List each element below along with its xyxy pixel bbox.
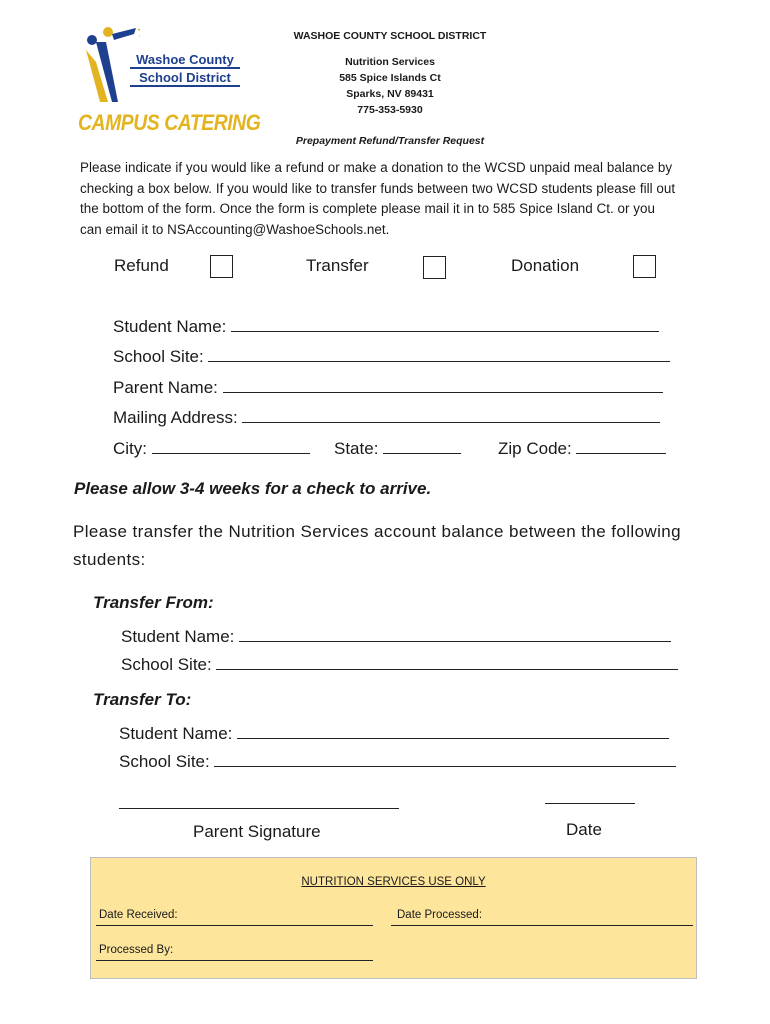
parent-signature-line[interactable]: [119, 808, 399, 809]
org-address: [240, 54, 540, 118]
parent-name-label: Parent Name:: [113, 378, 218, 397]
date-processed-line[interactable]: [391, 925, 693, 926]
intro-paragraph: Please indicate if you would like a refund or make a donation to the WCSD unpaid meal balance by checking a box below. If you would like to transfer funds between two WCSD students please fill out the bottom of the form. Once the form is complete please mail it in to 585 Spice Island Ct. or you can email it to NSAccounting@WashoeSchools.net.: [80, 160, 676, 237]
transfer-to-heading: Transfer To:: [93, 690, 192, 709]
dept-name: Nutrition Services: [345, 56, 435, 68]
check-notice: Please allow 3-4 weeks for a check to arrive.: [74, 479, 432, 498]
from-school-site-line[interactable]: [216, 652, 678, 670]
logo-text-line2: School District: [130, 70, 240, 87]
zip-label: Zip Code:: [498, 439, 572, 458]
zip-line[interactable]: [576, 436, 666, 454]
school-site-line[interactable]: [208, 344, 670, 362]
parent-signature-label: Parent Signature: [193, 822, 321, 841]
to-student-name-line[interactable]: [237, 721, 669, 739]
parent-name-field[interactable]: [113, 375, 663, 398]
donation-checkbox[interactable]: [633, 255, 656, 278]
phone-number: 775-353-5930: [357, 104, 423, 116]
to-school-site-label: School Site:: [119, 752, 210, 771]
logo-tagline: CAMPUS CATERING: [78, 110, 261, 135]
office-use-box: [90, 857, 697, 979]
mailing-address-field[interactable]: [113, 405, 660, 428]
transfer-checkbox[interactable]: [423, 256, 446, 279]
transfer-instructions: Please transfer the Nutrition Services account balance between the following students:: [73, 522, 681, 569]
student-name-label: Student Name:: [113, 317, 227, 336]
city-label: City:: [113, 439, 147, 458]
mailing-address-line[interactable]: [242, 405, 660, 423]
to-school-site-field[interactable]: [119, 749, 676, 772]
to-student-name-field[interactable]: [119, 721, 669, 744]
zip-field[interactable]: [498, 436, 666, 459]
school-site-label: School Site:: [113, 347, 204, 366]
street-address: 585 Spice Islands Ct: [339, 72, 441, 84]
to-student-name-label: Student Name:: [119, 724, 233, 743]
form-title: Prepayment Refund/Transfer Request: [295, 135, 485, 147]
date-label: Date: [566, 820, 602, 839]
mailing-address-label: Mailing Address:: [113, 408, 238, 427]
date-processed-label: Date Processed:: [397, 909, 483, 921]
donation-label: Donation: [511, 256, 580, 275]
transfer-from-heading: Transfer From:: [93, 593, 214, 612]
state-line[interactable]: [383, 436, 461, 454]
processed-by-line[interactable]: [96, 960, 373, 961]
state-field[interactable]: [334, 436, 461, 459]
school-site-field[interactable]: [113, 344, 670, 367]
office-use-title: NUTRITION SERVICES USE ONLY: [301, 876, 486, 888]
parent-name-line[interactable]: [223, 375, 663, 393]
student-name-field[interactable]: [113, 314, 659, 337]
refund-label: Refund: [114, 256, 169, 275]
processed-by-label: Processed By:: [99, 944, 174, 956]
from-school-site-field[interactable]: [121, 652, 678, 675]
date-line[interactable]: [545, 803, 635, 804]
from-student-name-line[interactable]: [239, 624, 671, 642]
from-student-name-label: Student Name:: [121, 627, 235, 646]
date-received-label: Date Received:: [99, 909, 178, 921]
org-title: WASHOE COUNTY SCHOOL DISTRICT: [293, 30, 487, 42]
city-line[interactable]: [152, 436, 310, 454]
city-field[interactable]: [113, 436, 310, 459]
from-school-site-label: School Site:: [121, 655, 212, 674]
transfer-label: Transfer: [306, 256, 369, 275]
wcsd-logo: [78, 22, 261, 142]
date-received-line[interactable]: [96, 925, 373, 926]
from-student-name-field[interactable]: [121, 624, 671, 647]
logo-text-line1: Washoe County: [130, 52, 240, 69]
refund-checkbox[interactable]: [210, 255, 233, 278]
student-name-line[interactable]: [231, 314, 659, 332]
state-label: State:: [334, 439, 379, 458]
to-school-site-line[interactable]: [214, 749, 676, 767]
city-state-zip: Sparks, NV 89431: [346, 88, 434, 100]
